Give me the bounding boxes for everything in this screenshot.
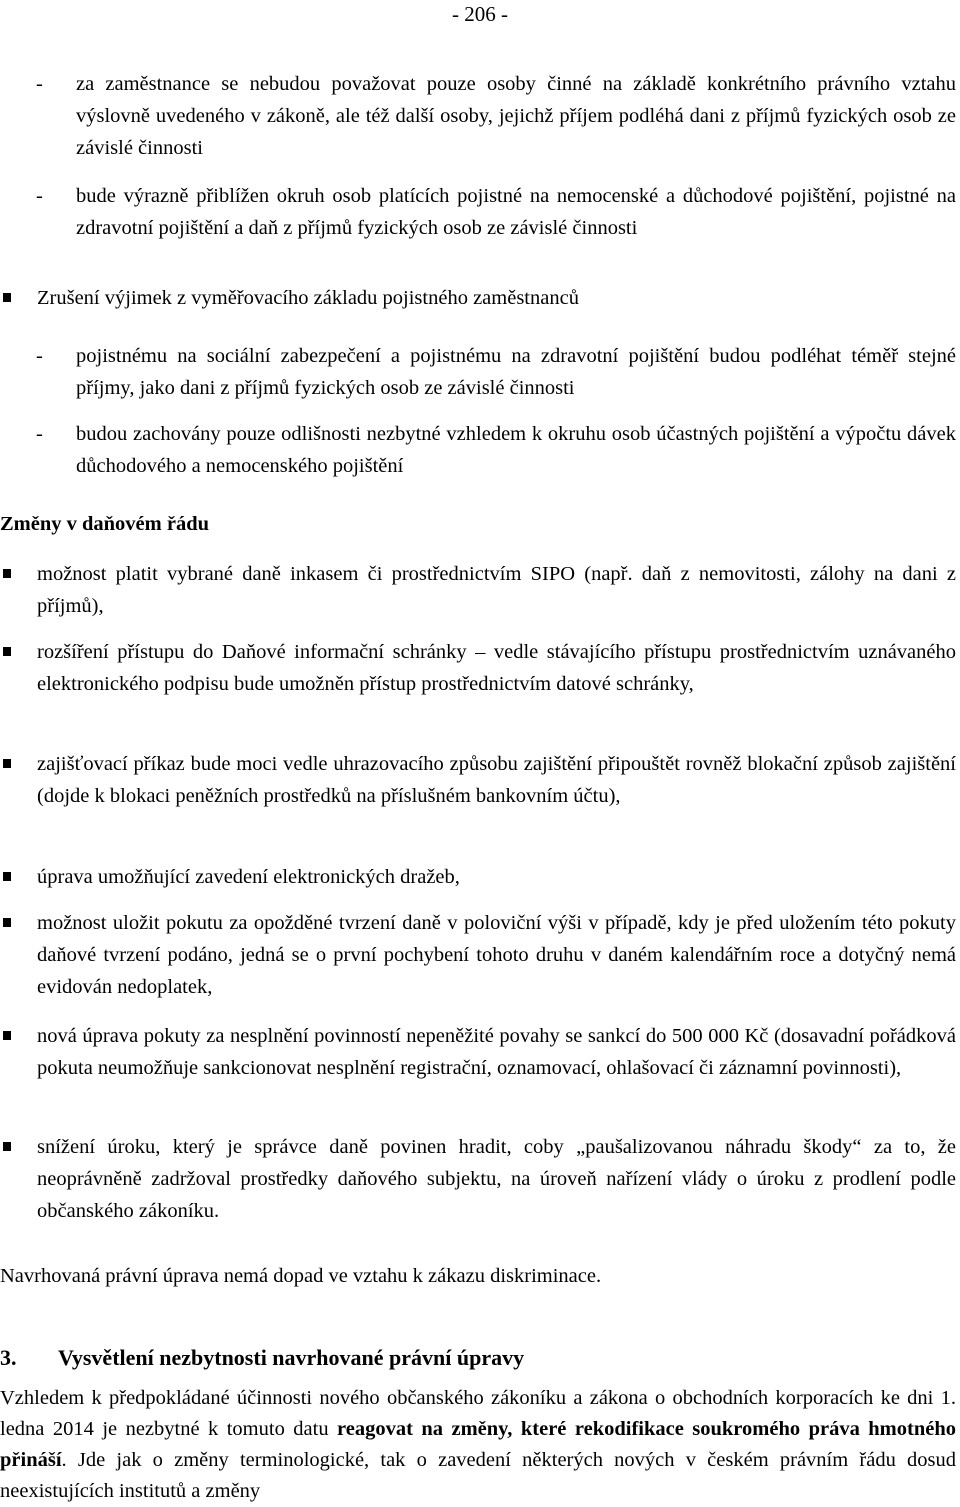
- dash-item-text: pojistnému na sociální zabezpečení a pojistnému na zdravotní pojištění budou podléhat téměř stejné příjmy, jako dani z příjmů fyzických osob ze závislé činnosti: [76, 345, 956, 399]
- square-bullet-icon: [3, 569, 11, 578]
- section-title: Vysvětlení nezbytnosti navrhované právní úpravy: [58, 1345, 525, 1370]
- bullet-item-text: Zrušení výjimek z vyměřovacího základu pojistného zaměstnanců: [37, 287, 579, 309]
- square-bullet-icon: [3, 647, 11, 656]
- dash-item-text: za zaměstnance se nebudou považovat pouze osoby činné na základě konkrétního právního vztahu výslovně uvedeného v zákoně, ale též další osoby, jejichž příjem podléhá dani z příjmů fyzických osob ze závislé činnosti: [76, 73, 956, 159]
- dash-marker: -: [36, 345, 43, 367]
- dash-marker: -: [36, 73, 43, 95]
- page-number: - 206 -: [452, 2, 508, 26]
- square-bullet-icon: [3, 872, 11, 881]
- final-paragraph-part1: Vzhledem k předpokládané účinnosti nového občanského zákoníku a zákona o obchodních korporacích ke dni 1. ledna 2014 je nezbytné k tomuto datu: [0, 1387, 956, 1440]
- dash-marker: -: [36, 423, 43, 445]
- dash-item: [36, 68, 956, 164]
- bullet-item-text: nová úprava pokuty za nesplnění povinností nepeněžité povahy se sankcí do 500 000 Kč (dosavadní pořádková pokuta neumožňuje sankcionovat nesplnění registrační, oznamovací, ohlašovací či záznamní povinnosti),: [37, 1025, 956, 1079]
- square-bullet-icon: [3, 918, 11, 927]
- section-3-heading: [0, 1343, 524, 1373]
- bullet-item: [0, 1020, 956, 1084]
- square-bullet-icon: [3, 1142, 11, 1151]
- bullet-item-text: snížení úroku, který je správce daně povinen hradit, coby „paušalizovanou náhradu škody“ za to, že neoprávněně zadržoval prostředky daňového subjektu, na úroveň nařízení vlády o úroku z prodlení podle občanského zákoníku.: [37, 1136, 956, 1222]
- dash-item: [36, 418, 956, 482]
- dash-item: [36, 180, 956, 244]
- square-bullet-icon: [3, 759, 11, 768]
- section-heading: Změny v daňovém řádu: [0, 513, 210, 535]
- discrimination-note: Navrhovaná právní úprava nemá dopad ve vztahu k zákazu diskriminace.: [0, 1265, 602, 1287]
- bullet-item-text: možnost uložit pokutu za opožděné tvrzení daně v poloviční výši v případě, kdy je před uložením této pokuty daňové tvrzení podáno, jedná se o první pochybení tohoto druhu v daném kalendářním roce a dotyčný nemá evidován nedoplatek,: [37, 912, 956, 998]
- final-paragraph-bold: reagovat na změny, které rekodifikace soukromého práva hmotného přináší: [0, 1418, 956, 1471]
- dash-item-text: budou zachovány pouze odlišnosti nezbytné vzhledem k okruhu osob účastných pojištění a výpočtu dávek důchodového a nemocenského pojištění: [76, 423, 956, 477]
- dash-marker: -: [36, 185, 43, 207]
- bullet-item-text: úprava umožňující zavedení elektronických dražeb,: [37, 866, 460, 888]
- bullet-item: [0, 1131, 956, 1227]
- bullet-item: [0, 558, 956, 622]
- bullet-item: [0, 907, 956, 1003]
- square-bullet-icon: [3, 293, 11, 302]
- section-number: 3.: [0, 1345, 17, 1370]
- bullet-item-text: rozšíření přístupu do Daňové informační schránky – vedle stávajícího přístupu prostřednictvím uznávaného elektronického podpisu bude umožněn přístup prostřednictvím datové schránky,: [37, 641, 956, 695]
- final-paragraph-part2: . Jde jak o změny terminologické, tak o zavedení některých nových v českém právním řádu dosud neexistujících institutů a změny: [0, 1449, 956, 1502]
- bullet-item-text: možnost platit vybrané daně inkasem či prostřednictvím SIPO (např. daň z nemovitosti, zálohy na dani z příjmů),: [37, 563, 956, 617]
- bullet-item: [0, 282, 956, 314]
- square-bullet-icon: [3, 1031, 11, 1040]
- bullet-item: [0, 748, 956, 812]
- bullet-item: [0, 636, 956, 700]
- final-paragraph: [0, 1383, 956, 1507]
- bullet-item: [0, 861, 956, 893]
- dash-item: [36, 340, 956, 404]
- dash-item-text: bude výrazně přiblížen okruh osob platících pojistné na nemocenské a důchodové pojištění, pojistné na zdravotní pojištění a daň z příjmů fyzických osob ze závislé činnosti: [76, 185, 956, 239]
- bullet-item-text: zajišťovací příkaz bude moci vedle uhrazovacího způsobu zajištění připouštět rovněž blokační způsob zajištění (dojde k blokaci peněžních prostředků na příslušném bankovním účtu),: [37, 753, 956, 807]
